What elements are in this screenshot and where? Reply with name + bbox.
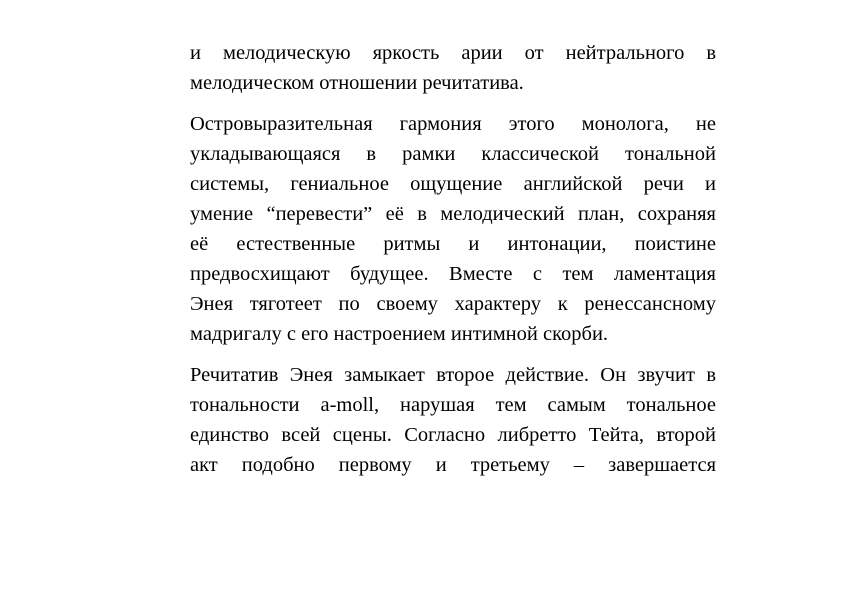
text-line: Островыразительная гармония этого монолога, не (190, 113, 716, 135)
text-line: укладывающаяся в рамки классической тональной (190, 143, 716, 165)
text-line: и мелодическую яркость арии от нейтрального в (190, 42, 716, 64)
text-line: предвосхищают будущее. Вместе с тем ламентация (190, 263, 716, 285)
text-line: Энея тяготеет по своему характеру к ренессансному (190, 293, 716, 315)
paragraph-spacer (190, 349, 716, 360)
text-line: её естественные ритмы и интонации, поистине (190, 233, 716, 255)
paragraph-1 (190, 38, 716, 98)
text-line: мадригалу с его настроением интимной скорби. (190, 323, 609, 345)
text-line: мелодическом отношении речитатива. (190, 72, 524, 94)
paragraph-2 (190, 109, 716, 349)
text-line: Речитатив Энея замыкает второе действие. Он звучит в (190, 364, 716, 386)
text-line: тональности a-moll, нарушая тем самым тональное (190, 394, 716, 416)
text-line: системы, гениальное ощущение английской речи и (190, 173, 716, 195)
text-line: акт подобно первому и третьему – завершается (190, 454, 716, 476)
text-line: единство всей сцены. Согласно либретто Тейта, второй (190, 424, 716, 446)
paragraph-3 (190, 360, 716, 480)
body-text (190, 38, 716, 480)
paragraph-spacer (190, 98, 716, 109)
text-line: умение “перевести” её в мелодический план, сохраняя (190, 203, 716, 225)
